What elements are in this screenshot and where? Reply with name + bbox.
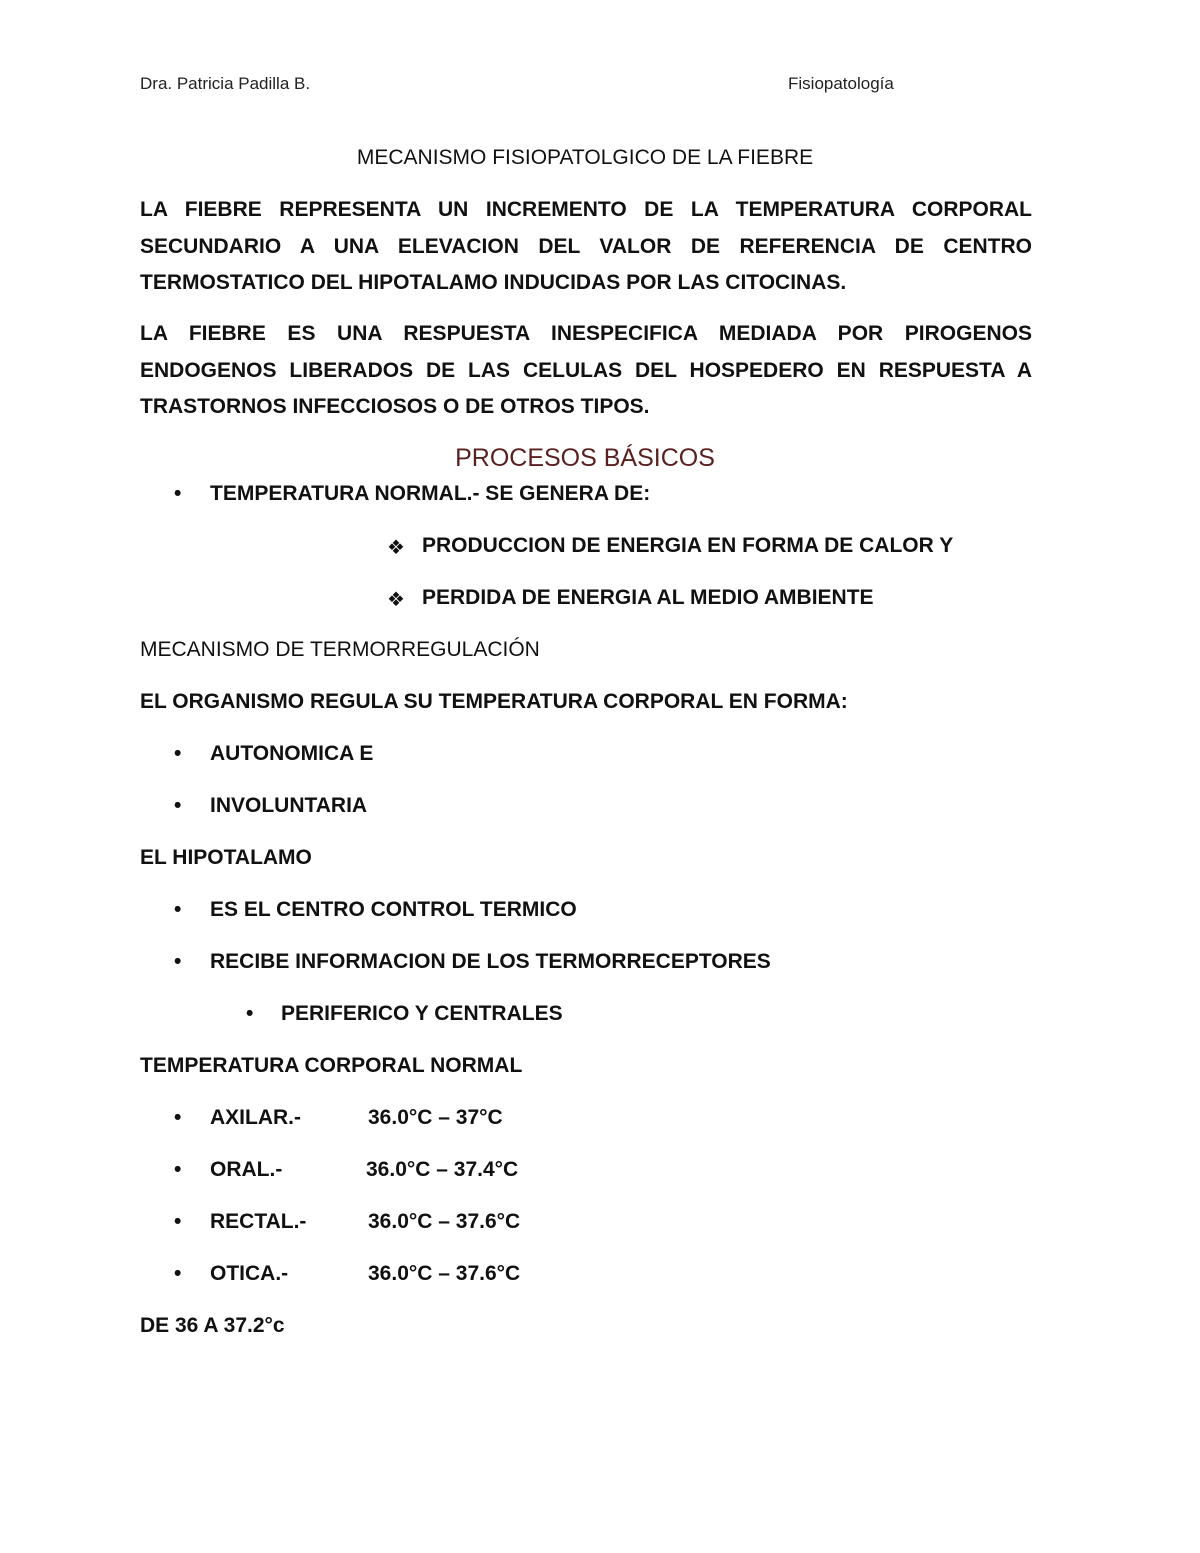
diamond-bullet-icon: ❖ xyxy=(387,537,405,559)
bullet-control-center: ES EL CENTRO CONTROL TERMICO xyxy=(210,898,577,921)
bullet-icon: • xyxy=(174,1106,182,1129)
diamond-bullet-icon: ❖ xyxy=(387,589,405,611)
temperature-range-oral: 36.0°C – 37.4°C xyxy=(366,1158,519,1181)
temperature-site-rectal: RECTAL.- xyxy=(210,1210,307,1233)
thermoregulation-heading: MECANISMO DE TERMORREGULACIÓN xyxy=(140,638,540,661)
temperature-site-oral: ORAL.- xyxy=(210,1158,283,1181)
header-subject: Fisiopatología xyxy=(788,74,894,93)
bullet-icon: • xyxy=(174,898,182,921)
organism-regulation-line: EL ORGANISMO REGULA SU TEMPERATURA CORPORAL EN FORMA: xyxy=(140,690,848,713)
document-title: MECANISMO FISIOPATOLGICO DE LA FIEBRE xyxy=(356,146,814,169)
bullet-icon: • xyxy=(174,794,182,817)
normal-temperature-heading: TEMPERATURA CORPORAL NORMAL xyxy=(140,1054,523,1077)
temperature-range-rectal: 36.0°C – 37.6°C xyxy=(368,1210,521,1233)
hypothalamus-heading: EL HIPOTALAMO xyxy=(140,846,312,869)
temperature-range-otica: 36.0°C – 37.6°C xyxy=(368,1262,521,1285)
temperature-range-axilar: 36.0°C – 37°C xyxy=(368,1106,503,1129)
diamond-item-loss: PERDIDA DE ENERGIA AL MEDIO AMBIENTE xyxy=(422,586,874,609)
paragraph-response: LA FIEBRE ES UNA RESPUESTA INESPECIFICA MEDIADA POR PIROGENOS ENDOGENOS LIBERADOS DE LAS CELULAS DEL HOSPEDERO EN RESPUESTA A TRASTORNOS INFECCIOSOS O DE OTROS TIPOS. xyxy=(140,322,1032,418)
sub-bullet-peripheral: PERIFERICO Y CENTRALES xyxy=(281,1002,563,1025)
bullet-icon: • xyxy=(174,1158,182,1181)
bullet-icon: • xyxy=(174,950,182,973)
section-heading-procesos: PROCESOS BÁSICOS xyxy=(455,444,715,472)
bullet-autonomica: AUTONOMICA E xyxy=(210,742,374,765)
temperature-site-axilar: AXILAR.- xyxy=(210,1106,301,1129)
bullet-temp-normal: TEMPERATURA NORMAL.- SE GENERA DE: xyxy=(210,482,651,505)
bullet-thermoreceptors: RECIBE INFORMACION DE LOS TERMORRECEPTORES xyxy=(210,950,771,973)
bullet-icon: • xyxy=(174,1262,182,1285)
bullet-icon: • xyxy=(174,742,182,765)
diamond-item-production: PRODUCCION DE ENERGIA EN FORMA DE CALOR Y xyxy=(422,534,954,557)
header-author: Dra. Patricia Padilla B. xyxy=(140,74,311,93)
temperature-site-otica: OTICA.- xyxy=(210,1262,289,1285)
paragraph-definition: LA FIEBRE REPRESENTA UN INCREMENTO DE LA TEMPERATURA CORPORAL SECUNDARIO A UNA ELEVACION DEL VALOR DE REFERENCIA DE CENTRO TERMOSTATICO DEL HIPOTALAMO INDUCIDAS POR LAS CITOCINAS. xyxy=(140,198,1032,294)
bullet-involuntaria: INVOLUNTARIA xyxy=(210,794,368,817)
closing-range-line: DE 36 A 37.2°c xyxy=(140,1314,285,1337)
bullet-icon: • xyxy=(174,1210,182,1233)
bullet-icon: • xyxy=(246,1002,254,1025)
bullet-icon: • xyxy=(174,482,182,505)
